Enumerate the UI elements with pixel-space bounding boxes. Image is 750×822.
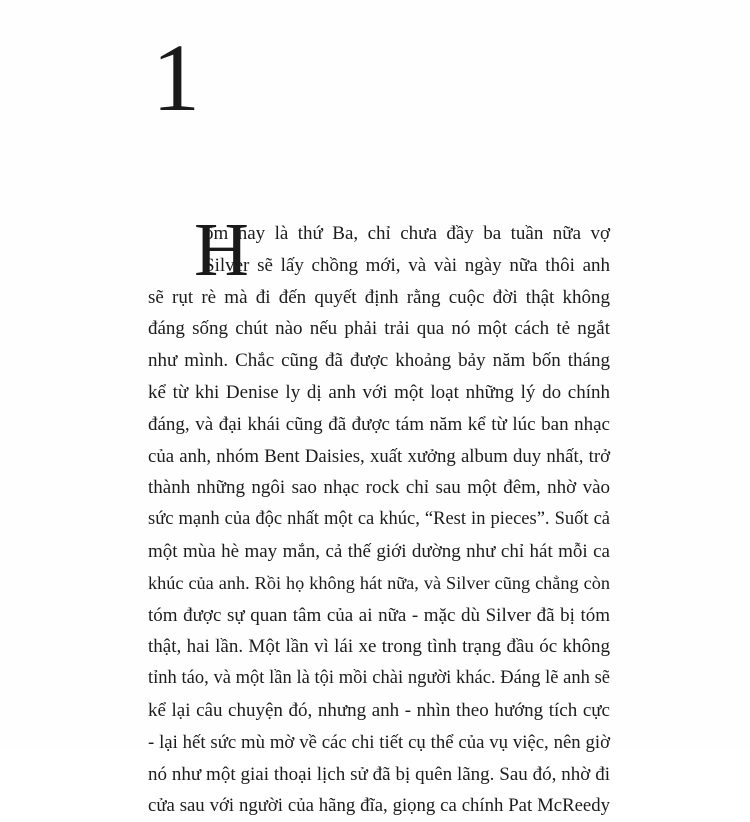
text-line: đáng sống chút nào nếu phải trải qua nó một cách tẻ ngắt (148, 318, 610, 340)
text-line: sức mạnh của độc nhất một ca khúc, “Rest in pieces”. Suốt cả (148, 509, 610, 530)
text-line: kể lại câu chuyện đó, nhưng anh - nhìn theo hướng tích cực (148, 699, 610, 721)
text-line: - lại hết sức mù mờ về các chi tiết cụ thể của vụ việc, nên giờ (148, 731, 610, 753)
text-line: như mình. Chắc cũng đã được khoảng bảy năm bốn tháng (148, 350, 610, 372)
text-line: một mùa hè may mắn, cả thế giới dường như chỉ hát mỗi ca (148, 540, 610, 562)
text-line: nó như một giai thoại lịch sử đã bị quên lãng. Sau đó, nhờ đi (148, 763, 610, 785)
text-line: khúc của anh. Rồi họ không hát nữa, và Silver cũng chẳng còn (148, 572, 610, 593)
text-line: thành những ngôi sao nhạc rock chỉ sau một đêm, nhờ vào (148, 477, 610, 499)
text-line: kể từ khi Denise ly dị anh với một loạt những lý do chính (148, 381, 610, 403)
text-line: cửa sau với người của hãng đĩa, giọng ca chính Pat McReedy (148, 795, 610, 817)
text-line: tỉnh táo, và một lần là tội mồi chài người khác. Đáng lẽ anh sẽ (148, 668, 610, 689)
text-line: của anh, nhóm Bent Daisies, xuất xưởng album duy nhất, trở (148, 445, 610, 467)
text-line: ôm nay là thứ Ba, chỉ chưa đầy ba tuần nữa vợ (204, 223, 610, 244)
text-line: Silver sẽ lấy chồng mới, và vài ngày nữa thôi anh (204, 254, 610, 276)
drop-cap-block (148, 208, 610, 292)
chapter-number: 1 (152, 24, 200, 131)
text-line: đáng, và đại khái cũng đã được tám năm kể từ lúc ban nhạc (148, 413, 610, 435)
text-line: sẽ rụt rè mà đi đến quyết định rằng cuộc đời thật không (148, 286, 610, 308)
text-line: tóm được sự quan tâm của ai nữa - mặc dù Silver đã bị tóm (148, 604, 610, 626)
chapter-body-text (148, 208, 610, 822)
text-line: thật, hai lần. Một lần vì lái xe trong tình trạng đầu óc không (148, 636, 610, 658)
drop-cap-letter: H (194, 208, 249, 292)
